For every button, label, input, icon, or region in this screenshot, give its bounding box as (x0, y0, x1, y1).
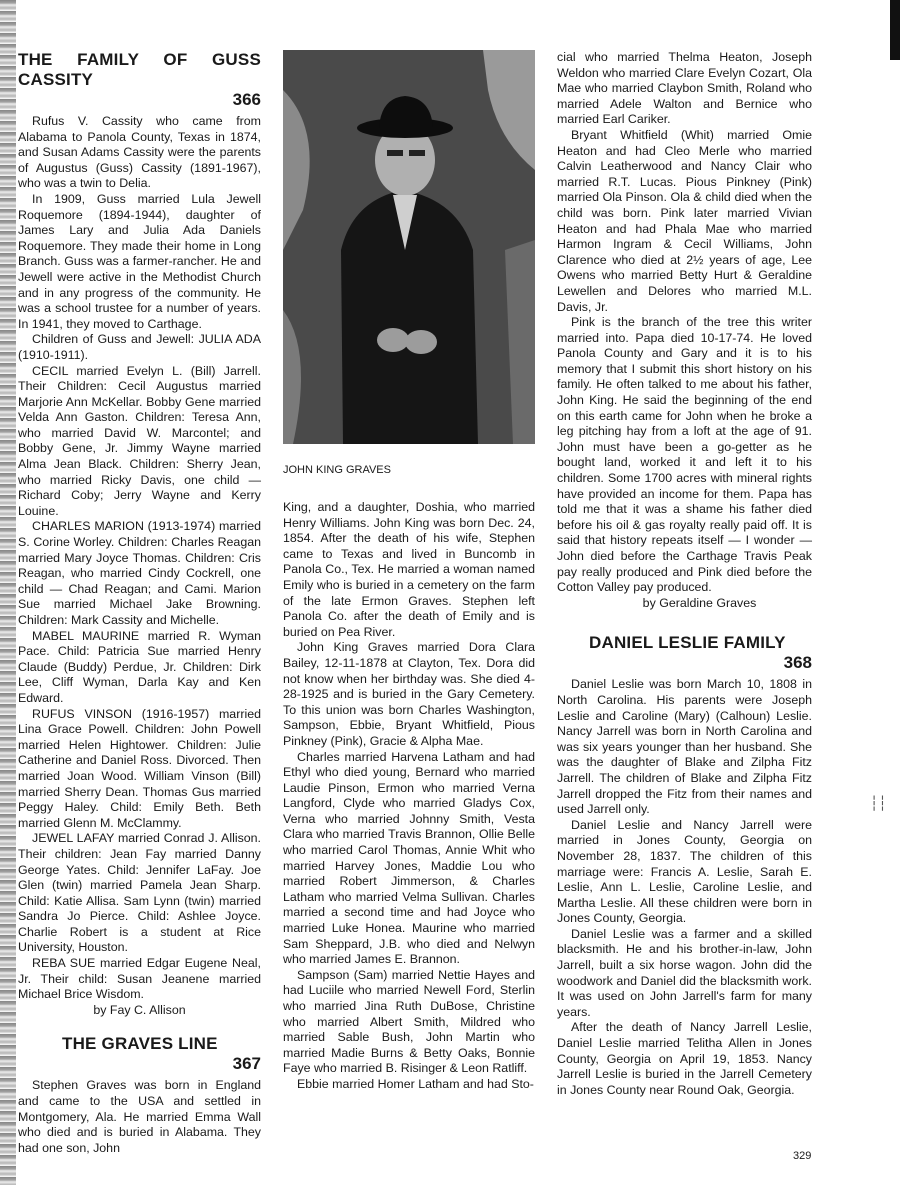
graves-title: THE GRAVES LINE (62, 1034, 218, 1054)
leslie-paragraph: Daniel Leslie was a farmer and a skilled blacksmith. He and his brother-in-law, John Jarrell, built a six horse wagon. John did the woodwork and Daniel did the blacksmith work. It was used on John Jarrell's farm for many years. (557, 926, 812, 1019)
portrait-illustration (283, 50, 535, 444)
photo-john-king-graves (283, 50, 535, 444)
graves-paragraph: Bryant Whitfield (Whit) married Omie Heaton and had Cleo Merle who married Calvin Leatherwood and Nancy Clair who married R.T. Lucas. Pious Pinkney (Pink) married Ola Pinson. Ola & child died when the child was born. Pink later married Vivian Heaton and had Phala Mae who married Harmon Ingram & Cecil Williams, John Clarence who died at 2½ years of age, Lee Owens who married Betty Hurt & Geraldine Lewellen and Delores who married M.L. Davis, Jr. (557, 127, 812, 314)
column-right (557, 50, 812, 1098)
cassity-paragraph: REBA SUE married Edgar Eugene Neal, Jr. Their child: Susan Jeanene married Michael Brice Wisdom. (18, 956, 261, 1002)
graves-paragraph: cial who married Thelma Heaton, Joseph Weldon who married Clare Evelyn Cozart, Ola Mae who married Claybon Smith, Roland who married Adele Walton and Bernice who married Earl Cariker. (557, 50, 812, 127)
graves-paragraph: Ebbie married Homer Latham and had Sto- (297, 1076, 534, 1091)
cassity-paragraph: CECIL married Evelyn L. (Bill) Jarrell. Their Children: Cecil Augustus married Marjorie Ann McKellar. Bobby Gene married Velda Ann Gaston. Children: Teresa Ann, who married David W. Marcontel; and Bobby Gene, Jr. Jimmy Wayne married Alma Jean Black. Children: Sherry Jean, who married Ricky Davis, one child — Richard Coby; Jerry Wayne and Kerry Louine. (18, 363, 261, 518)
leslie-paragraph: Daniel Leslie and Nancy Jarrell were married in Jones County, Georgia on November 28, 1837. The children of this marriage were: Francis A. Leslie, Sarah E. Leslie, Ann L. Leslie, Caroline Leslie, and Martha Leslie. All these children were born in Jones County, Georgia. (557, 817, 812, 926)
scan-edge (890, 0, 900, 60)
leslie-paragraph: After the death of Nancy Jarrell Leslie, Daniel Leslie married Telitha Allen in Jones County, Georgia on April 19, 1853. Nancy Jarrell Leslie is buried in the Jarrell Cemetery in Jones County near Round Oak, Georgia. (557, 1020, 812, 1097)
cassity-paragraph: CHARLES MARION (1913-1974) married S. Corine Worley. Children: Charles Reagan married Mary Joyce Thomas. Children: Cris Reagan, who married Cindy Cockrell, one child — Chad Reagan; and Cami. Marion Sue married Michael Jake Browning. Children: Mark Cassity and Michelle. (18, 519, 261, 627)
graves-paragraph: Sampson (Sam) married Nettie Hayes and had Luciile who married Newell Ford, Sterlin who married Jina Ruth DuBose, Christine who married Albert Smith, Mildred who married Sable Bush, John Martin who married Madie Burns & Betty Oaks, Bonnie Faye who married B. Risinger & Leon Ratliff. (283, 967, 535, 1076)
cassity-paragraph: In 1909, Guss married Lula Jewell Roquemore (1894-1944), daughter of James Lary and Julia Ada Daniels Roquemore. They made their home in Long Branch. Guss was a farmer-rancher. He and Jewell were active in the Methodist Church and in any progress of the community. He was a school trustee for a number of years. In 1941, they moved to Carthage. (18, 191, 261, 331)
cassity-title: THE FAMILY OF GUSS CASSITY (18, 50, 261, 89)
cassity-paragraph: MABEL MAURINE married R. Wyman Pace. Child: Patricia Sue married Henry Claude (Buddy) Perdue, Jr. Children: Dirk Lee, Cliff Wyman, Darla Kay and Ken Edward. (18, 628, 261, 705)
scan-mark: ┆┆ (870, 795, 887, 811)
graves-byline: by Geraldine Graves (642, 595, 757, 610)
graves-paragraph: Charles married Harvena Latham and had Ethyl who died young, Bernard who married Laudie Pinson, Ermon who married Verna Langford, Clyde who married Gladys Cox, Verna who married Johnny Smith, Vesta Clara who married Travis Brannon, Ollie Belle who married Carol Thomas, Annie Whit who married Harvey Jones, Maddie Lou who married Robert Jimmerson, & Charles Latham who married Velma Sullivan. Charles married a second time and had Joyce who married Luke Honea. Maurine who married Sam Sheppard, J.B. who died and Nelwyn who married James E. Brannon. (283, 749, 535, 967)
cassity-paragraph: JEWEL LAFAY married Conrad J. Allison. Their children: Jean Fay married Danny George Yates. Child: Jennifer LaFay. Joe Glen (twin) married Pamela Jean Sharp. Child: Katie Allisa. Sam Lynn (twin) married Sandra Jo Pierce. Child: Ashlee Joyce. Charlie Robert is a student at Rice University, Houston. (18, 831, 261, 955)
cassity-byline: by Fay C. Allison (93, 1002, 186, 1017)
cassity-paragraph: Children of Guss and Jewell: JULIA ADA (1910-1911). (18, 332, 261, 362)
leslie-number: 368 (783, 653, 812, 673)
cassity-paragraph: Rufus V. Cassity who came from Alabama to Panola County, Texas in 1874, and Susan Adams Cassity were the parents of Augustus (Guss) Cassity (1891-1967), who was a twin to Delia. (18, 114, 261, 191)
graves-paragraph: Stephen Graves was born in England and came to the USA and settled in Montgomery, Ala. He married Emma Wall who died and is buried in Alabama. They had one son, John (18, 1078, 261, 1155)
column-left (18, 50, 261, 1156)
page-number: 329 (793, 1150, 812, 1162)
cassity-paragraph: RUFUS VINSON (1916-1957) married Lina Grace Powell. Children: John Powell married Helen Hightower. Children: Julie Catherine and Daniel Ross. Divorced. Then married Joan Wood. William Vinson (Bill) married Sherry Dean. Thomas Gus married Peggy Haley. Child: Emily Beth. Beth married Glenn M. McClammy. (18, 706, 261, 830)
section-gap (557, 611, 812, 633)
photo-caption: JOHN KING GRAVES (283, 464, 391, 476)
binding-edge (0, 0, 16, 1185)
graves-paragraph: King, and a daughter, Doshia, who married Henry Williams. John King was born Dec. 24, 1854. After the death of his wife, Stephen came to Texas and lived in Buncomb in Panola Co., Tex. He married a woman named Emily who is buried in a cemetery on the farm of the late Ermon Graves. Stephen left Panola Co. after the death of Emily and is buried on Pea River. (283, 500, 535, 639)
graves-number: 367 (232, 1054, 261, 1074)
graves-paragraph: John King Graves married Dora Clara Bailey, 12-11-1878 at Clayton, Tex. Dora did not know when her birthday was. She died 4-28-1925 and is buried in the Gary Cemetery. To this union was born Charles Washington, Sampson, Ebbie, Bryant Whitfield, Pious Pinkney (Pink), Gracie & Alpha Mae. (283, 640, 535, 748)
leslie-title: DANIEL LESLIE FAMILY (589, 633, 786, 653)
leslie-paragraph: Daniel Leslie was born March 10, 1808 in North Carolina. His parents were Joseph Leslie and Caroline (Mary) (Calhoun) Leslie. Nancy Jarrell was born in North Carolina and was six years younger than her husband. She was the daughter of Blake and Zilpha Fitz Jarrell. The children of Blake and Zilpha Fitz Jarrell dropped the Fitz from their names and used Jarrell only. (557, 677, 812, 817)
column-middle (283, 500, 535, 1093)
graves-paragraph: Pink is the branch of the tree this writer married into. Papa died 10-17-74. He loved Panola County and Gary and it is to his memory that I submit this short history on his family. He often talked to me about his father, John King. He said the beginning of the end on this earth came for John when he broke a leg pitching hay from a loft at the age of 91. John must have been a go-getter as he bought land, worked it and left it to his children. Some 1700 acres with mineral rights have provided an income for them. Papa has told me that it was a shame his father died before his oil & gas royalty really paid off. It is said that history repeats itself — I wonder — John died before the Carthage Travis Peak pay really produced and Pink died before the Cotton Valley pay produced. (557, 315, 812, 595)
cassity-number: 366 (232, 90, 261, 109)
